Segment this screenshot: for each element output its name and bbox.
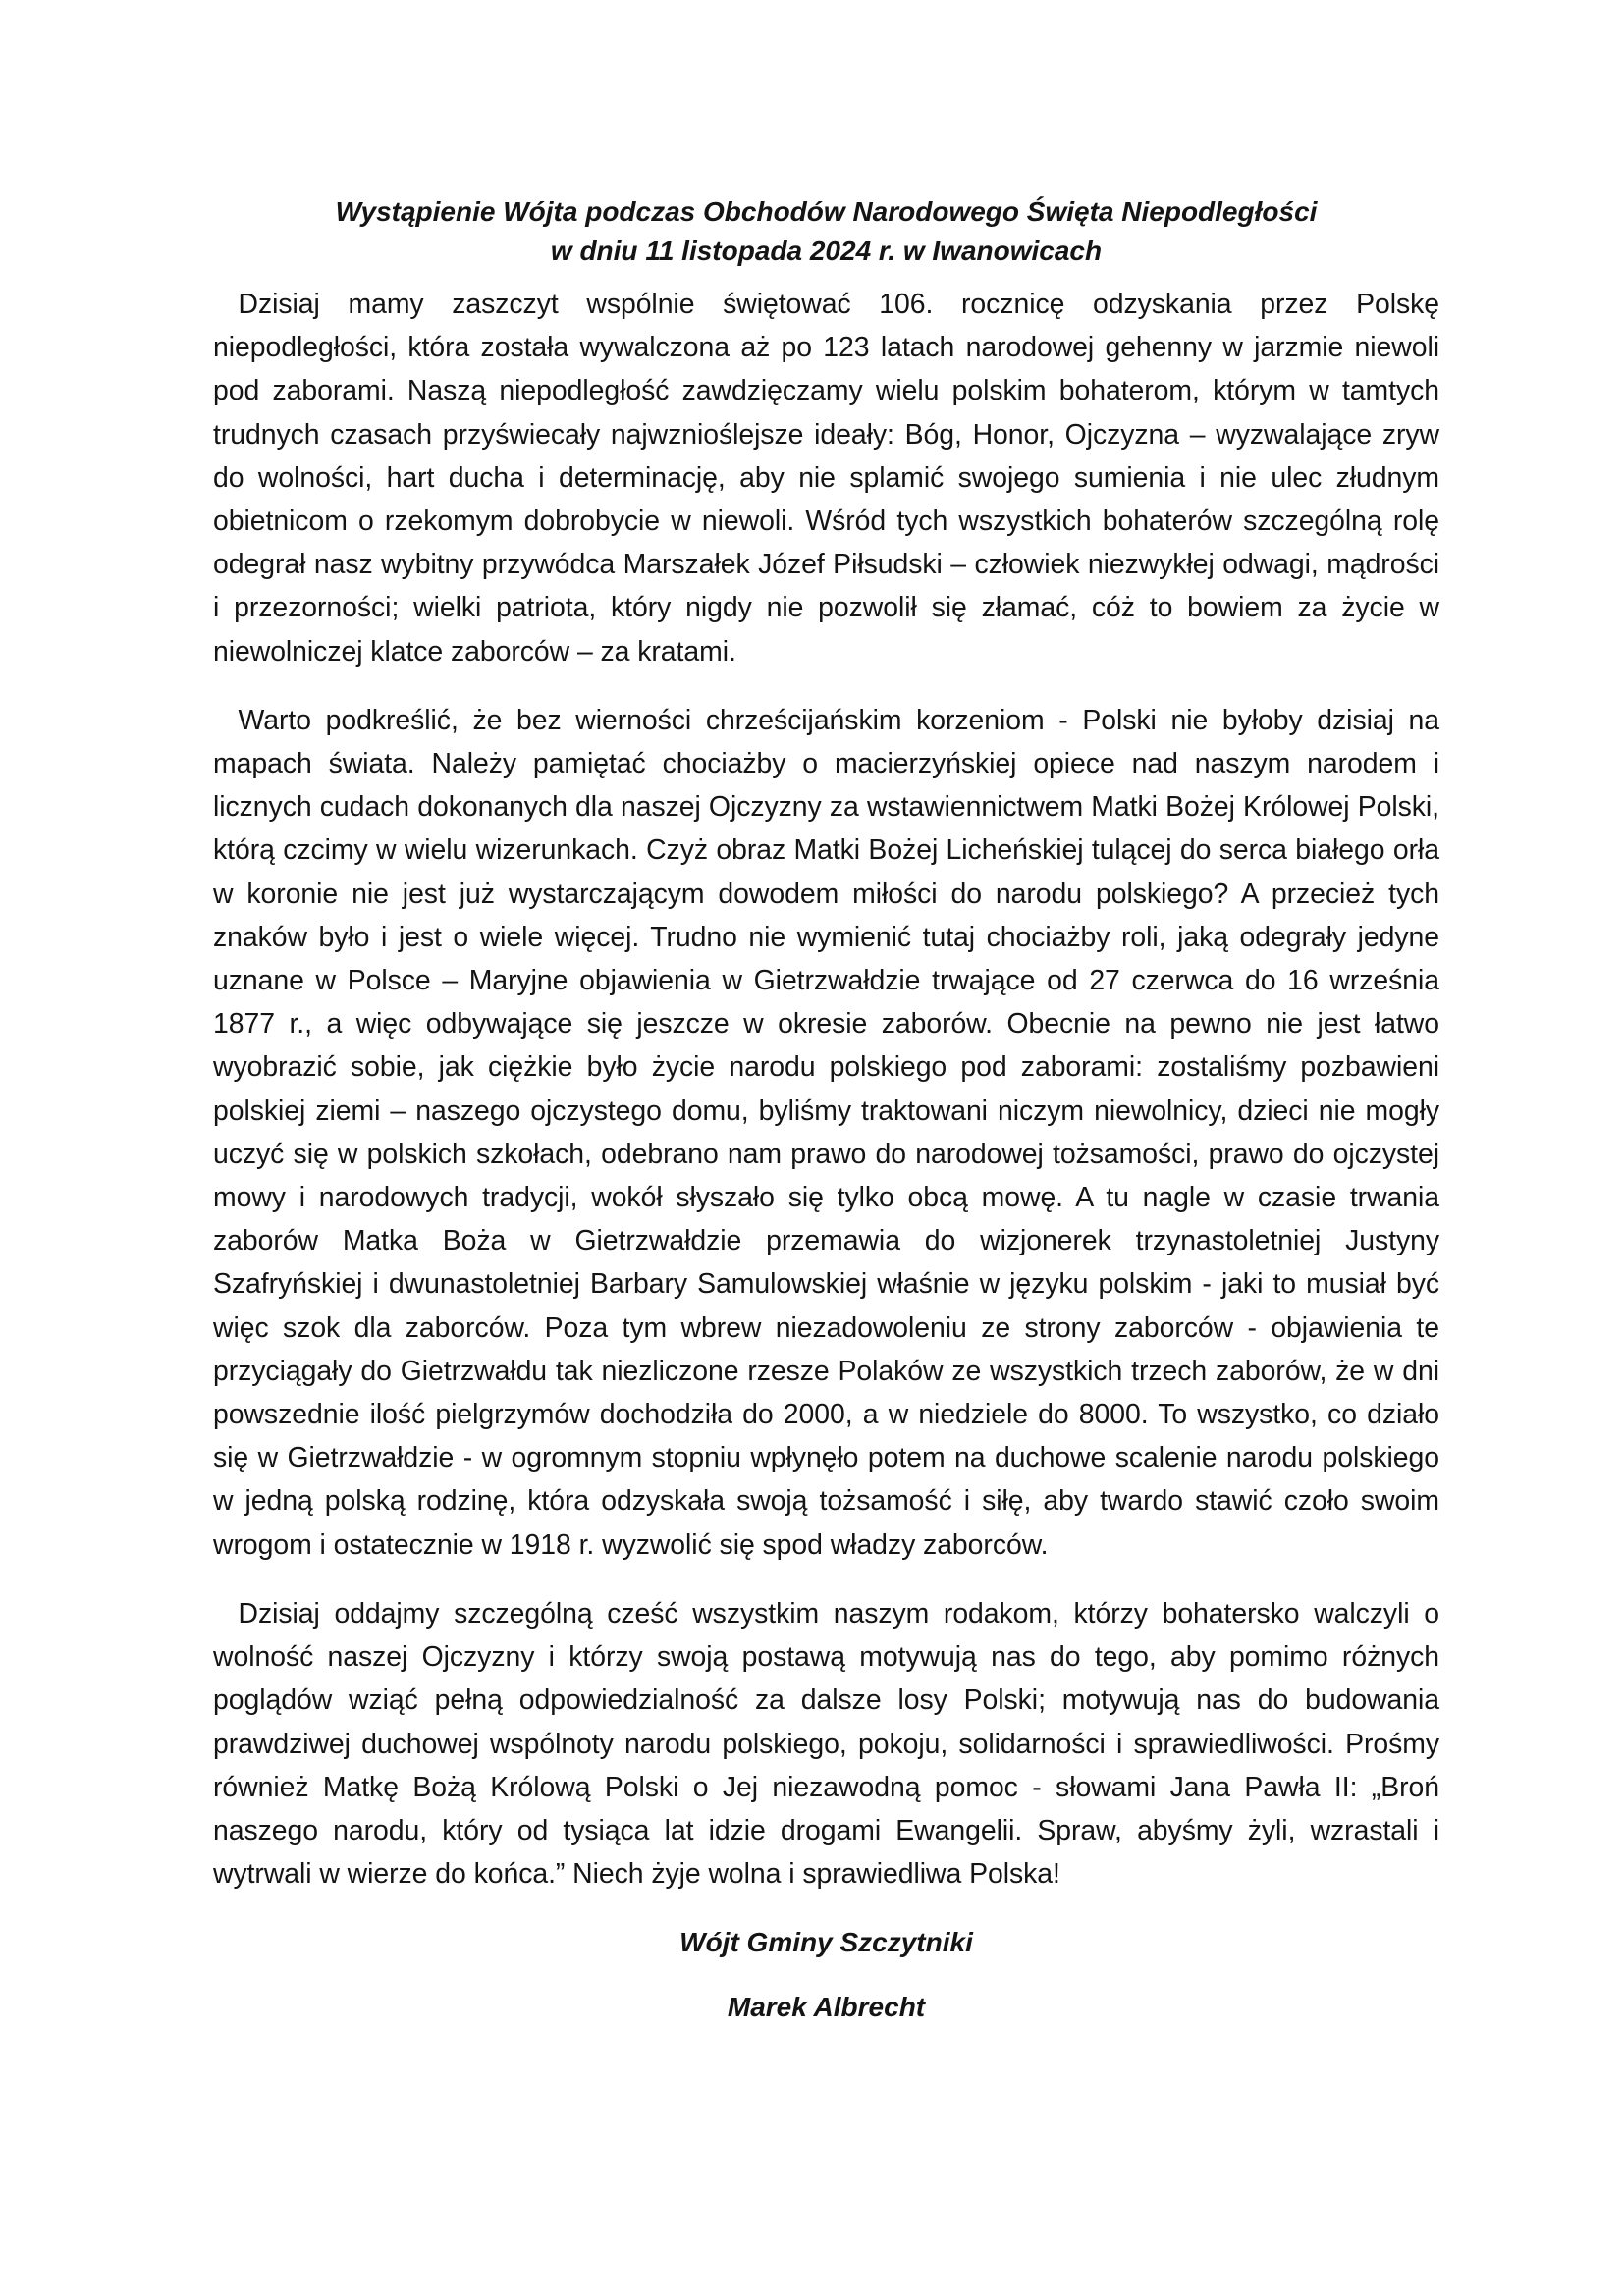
paragraph-2: Warto podkreślić, że bez wierności chrześcijańskim korzeniom - Polski nie byłoby dzisiaj na mapach świata. Należy pamiętać chociażby o macierzyńskiej opiece nad naszym narodem i licznych cudach dokonanych dla naszej Ojczyzny za wstawiennictwem Matki Bożej Królowej Polski, którą czcimy w wielu wizerunkach. Czyż obraz Matki Bożej Licheńskiej tulącej do serca białego orła w koronie nie jest już wystarczającym dowodem miłości do narodu polskiego? A przecież tych znaków było i jest o wiele więcej. Trudno nie wymienić tutaj chociażby roli, jaką odegrały jedyne uznane w Polsce – Maryjne objawienia w Gietrzwałdzie trwające od 27 czerwca do 16 września 1877 r., a więc odbywające się jeszcze w okresie zaborów. Obecnie na pewno nie jest łatwo wyobrazić sobie, jak ciężkie było życie narodu polskiego pod zaborami: zostaliśmy pozbawieni polskiej ziemi – naszego ojczystego domu, byliśmy traktowani niczym niewolnicy, dzieci nie mogły uczyć się w polskich szkołach, odebrano nam prawo do narodowej tożsamości, prawo do ojczystej mowy i narodowych tradycji, wokół słyszało się tylko obcą mowę. A tu nagle w czasie trwania zaborów Matka Boża w Gietrzwałdzie przemawia do wizjonerek trzynastoletniej Justyny Szafryńskiej i dwunastoletniej Barbary Samulowskiej właśnie w języku polskim - jaki to musiał być więc szok dla zaborców. Poza tym wbrew niezadowoleniu ze strony zaborców - objawienia te przyciągały do Gietrzwałdu tak niezliczone rzesze Polaków ze wszystkich trzech zaborów, że w dni powszednie ilość pielgrzymów dochodziła do 2000, a w niedziele do 8000. To wszystko, co działo się w Gietrzwałdzie - w ogromnym stopniu wpłynęło potem na duchowe scalenie narodu polskiego w jedną polską rodzinę, która odzyskała swoją tożsamość i siłę, aby twardo stawić czoło swoim wrogom i ostatecznie w 1918 r. wyzwolić się spod władzy zaborców. [213, 704, 1439, 1561]
title-line-2: w dniu 11 listopada 2024 r. w Iwanowicach [550, 236, 1103, 266]
document-title [213, 192, 1439, 271]
paragraph-3: Dzisiaj oddajmy szczególną cześć wszystkim naszym rodakom, którzy bohatersko walczyli o wolność naszej Ojczyzny i którzy swoją postawą motywują nas do tego, aby pomimo różnych poglądów wziąć pełną odpowiedzialność za dalsze losy Polski; motywują nas do budowania prawdziwej duchowej wspólnoty narodu polskiego, pokoju, solidarności i sprawiedliwości. Prośmy również Matkę Bożą Królową Polski o Jej niezawodną pomoc - słowami Jana Pawła II: „Broń naszego narodu, który od tysiąca lat idzie drogami Ewangelii. Spraw, abyśmy żyli, wzrastali i wytrwali w wierze do końca.” Niech żyje wolna i sprawiedliwa Polska! [213, 1597, 1439, 1891]
document-content [213, 192, 1439, 2027]
title-line-1: Wystąpienie Wójta podczas Obchodów Narodowego Święta Niepodległości [335, 196, 1318, 227]
paragraph-1: Dzisiaj mamy zaszczyt wspólnie świętować 106. rocznicę odzyskania przez Polskę niepodległości, która została wywalczona aż po 123 latach narodowej gehenny w jarzmie niewoli pod zaborami. Naszą niepodległość zawdzięczamy wielu polskim bohaterom, którym w tamtych trudnych czasach przyświecały najwznioślejsze ideały: Bóg, Honor, Ojczyzna – wyzwalające zryw do wolności, hart ducha i determinację, aby nie splamić swojego sumienia i nie ulec złudnym obietnicom o rzekomym dobrobycie w niewoli. Wśród tych wszystkich bohaterów szczególną rolę odegrał nasz wybitny przywódca Marszałek Józef Piłsudski – człowiek niezwykłej odwagi, mądrości i przezorności; wielki patriota, który nigdy nie pozwolił się złamać, cóż to bowiem za życie w niewolniczej klatce zaborców – za kratami. [213, 289, 1439, 667]
signature-role: Wójt Gminy Szczytniki [679, 1927, 973, 1958]
signature-name: Marek Albrecht [727, 1992, 926, 2023]
